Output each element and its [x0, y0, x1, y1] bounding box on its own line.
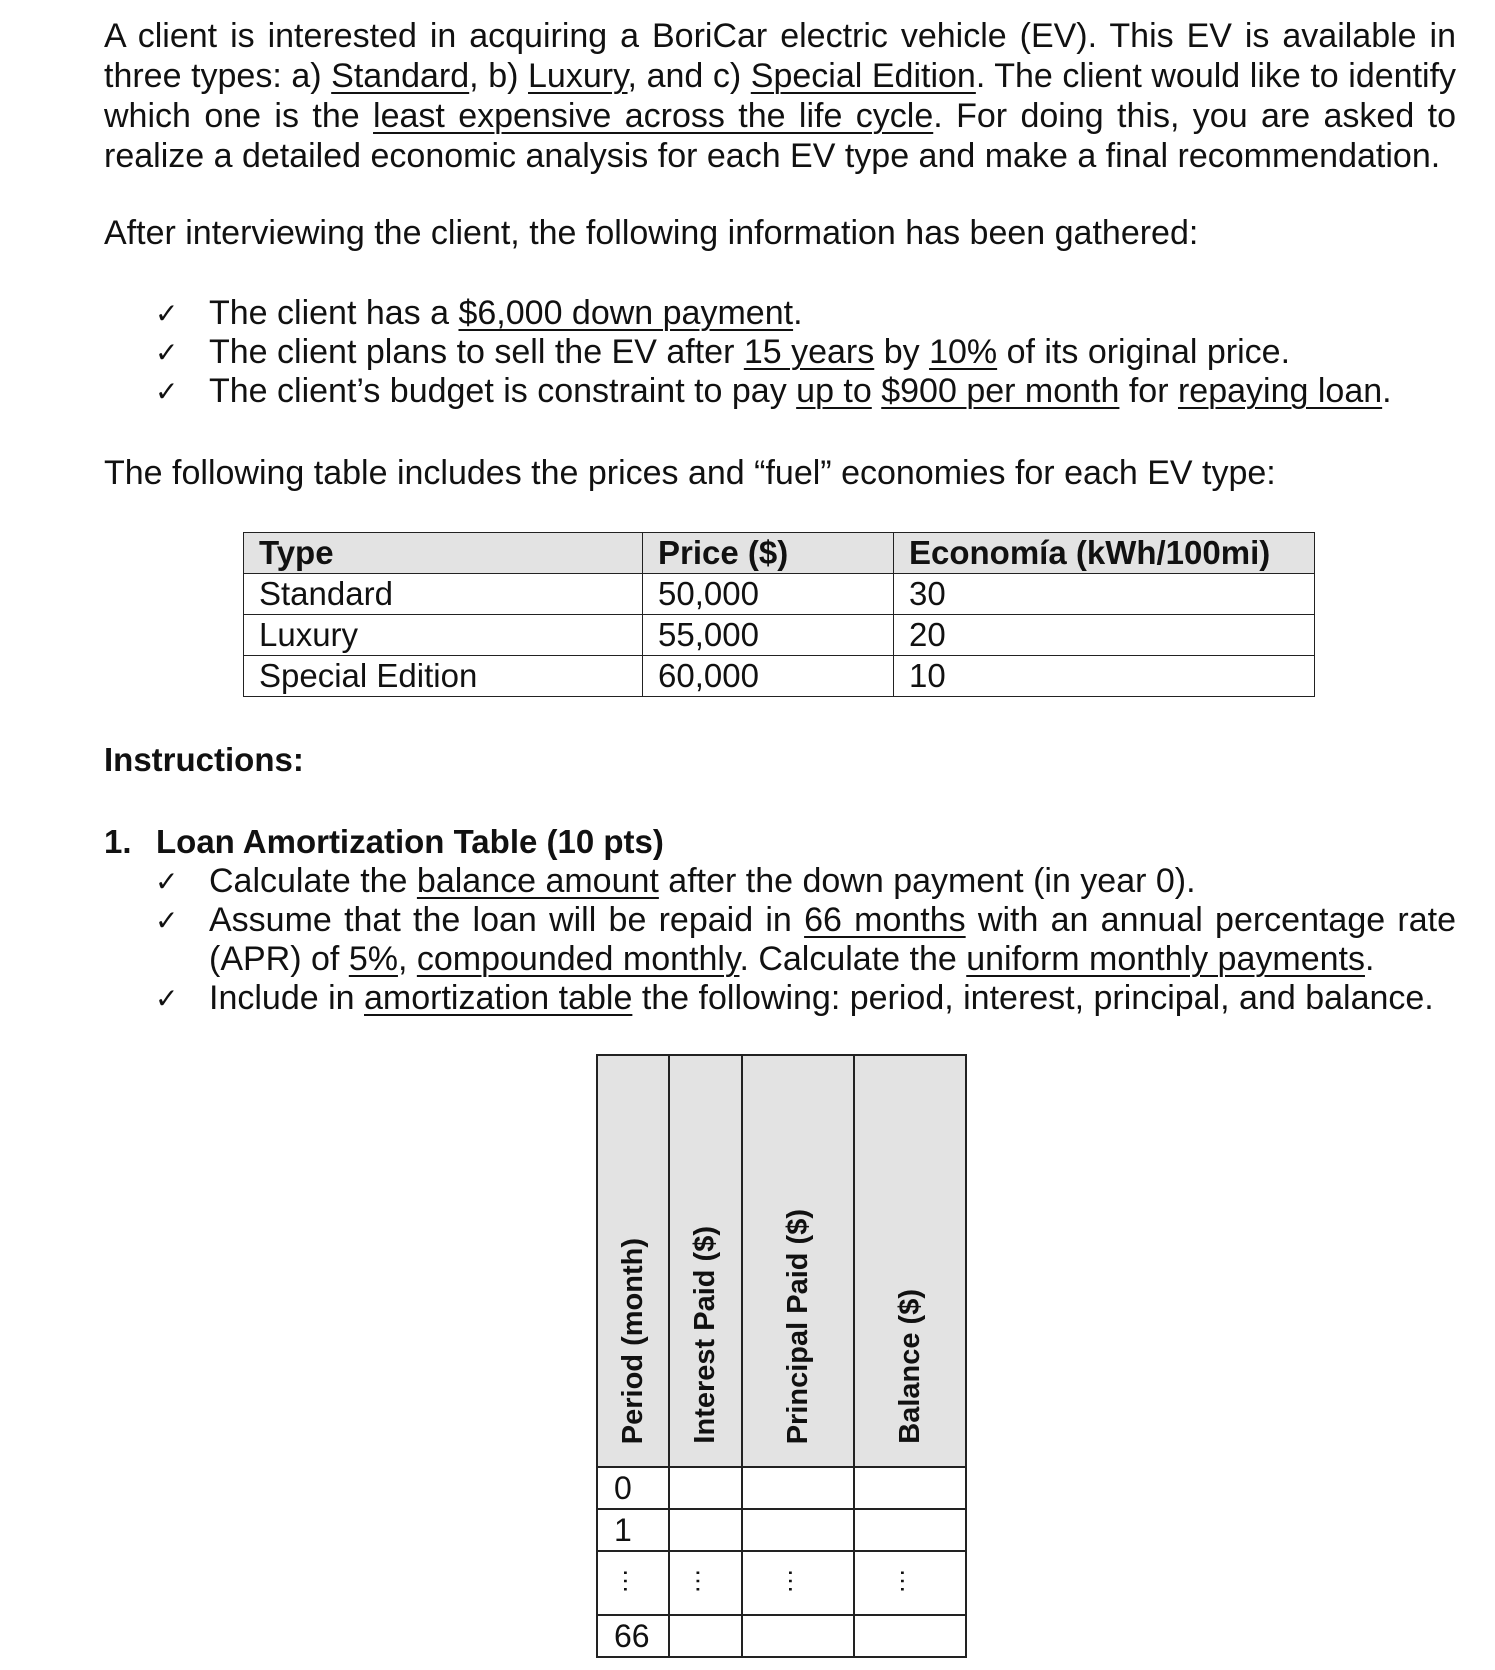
table-header-row [597, 1055, 966, 1467]
intro-paragraph [104, 16, 1456, 176]
text-span: three types: a) [104, 57, 332, 95]
header-principal: Principal Paid ($) [781, 1208, 814, 1444]
text-span: after the down payment (in year 0). [658, 862, 1196, 900]
table-intro-text: The following table includes the prices and “fuel” economies for each EV type: [104, 454, 1276, 492]
vertical-ellipsis: … [690, 1567, 721, 1594]
header-type: Type [244, 533, 643, 574]
section-number: 1. [104, 823, 132, 860]
text-span: which one is the [104, 97, 374, 135]
cell-period: 66 [597, 1615, 669, 1657]
header-cell [597, 1055, 669, 1467]
text-span: . The client would like to identify [975, 57, 1457, 95]
underlined-apr: 5% [348, 940, 398, 978]
text-span: with an annual percentage rate [965, 901, 1457, 939]
list-item [155, 333, 1392, 372]
checkmark-icon: ✓ [155, 904, 179, 937]
text-span [872, 372, 881, 410]
header-cell [854, 1055, 966, 1467]
cell-ellipsis [669, 1551, 742, 1615]
text-span: Assume that the loan will be repaid in [209, 901, 805, 939]
cell-ellipsis [597, 1551, 669, 1615]
amortization-table [596, 1054, 967, 1658]
header-cell [742, 1055, 854, 1467]
text-span: the following: period, interest, principal, and balance. [632, 979, 1434, 1017]
cell-ellipsis [854, 1551, 966, 1615]
text-line [209, 901, 1456, 940]
list-item [155, 862, 1456, 901]
underlined-uniform-payments: uniform monthly payments [966, 940, 1365, 978]
header-economy: Economía (kWh/100mi) [894, 533, 1315, 574]
checkmark-icon: ✓ [155, 336, 179, 369]
text-span: by [874, 333, 930, 371]
text-span: for [1119, 372, 1178, 410]
cell-empty [854, 1509, 966, 1551]
cell-economy: 30 [894, 574, 1315, 615]
cell-period: 1 [597, 1509, 669, 1551]
table-row [244, 615, 1315, 656]
table-header-row [244, 533, 1315, 574]
list-item [155, 372, 1392, 411]
table-row [597, 1509, 966, 1551]
table-row [244, 656, 1315, 697]
text-span: Include in [209, 979, 364, 1017]
text-span: , and c) [627, 57, 751, 95]
underlined-repaying-loan: repaying loan [1177, 372, 1383, 410]
cell-type: Standard [244, 574, 643, 615]
cell-price: 55,000 [643, 615, 894, 656]
cell-period: 0 [597, 1467, 669, 1509]
underlined-luxury: Luxury [528, 57, 628, 95]
cell-empty [669, 1509, 742, 1551]
list-item [155, 979, 1456, 1018]
underlined-special-edition: Special Edition [750, 57, 976, 95]
table-row [244, 574, 1315, 615]
cell-type: Special Edition [244, 656, 643, 697]
underlined-balance-amount: balance amount [416, 862, 659, 900]
list-item [155, 294, 1392, 333]
header-period: Period (month) [616, 1237, 649, 1444]
text-span: The client plans to sell the EV after [209, 333, 744, 371]
cell-empty [854, 1467, 966, 1509]
section-title: Loan Amortization Table (10 pts) [156, 823, 664, 860]
intro-line-2 [104, 56, 1456, 96]
text-span: Calculate the [209, 862, 417, 900]
instructions-heading: Instructions: [104, 741, 304, 778]
cell-price: 60,000 [643, 656, 894, 697]
header-price: Price ($) [643, 533, 894, 574]
header-cell [669, 1055, 742, 1467]
vertical-ellipsis: … [618, 1567, 648, 1594]
section-loan-amortization [104, 822, 1456, 1018]
cell-empty [742, 1615, 854, 1657]
loan-instructions-list [155, 862, 1456, 1018]
underlined-66-months: 66 months [804, 901, 966, 939]
text-span: of its original price. [997, 333, 1291, 371]
text-span: , b) [469, 57, 529, 95]
underlined-standard: Standard [331, 57, 470, 95]
intro-line-4: realize a detailed economic analysis for each EV type and make a final recommendation. [104, 137, 1441, 175]
vertical-ellipsis: … [895, 1567, 925, 1594]
cell-empty [742, 1509, 854, 1551]
cell-ellipsis [742, 1551, 854, 1615]
header-interest: Interest Paid ($) [689, 1226, 721, 1444]
vertical-ellipsis: … [783, 1567, 813, 1594]
text-span: . For doing this, you are asked to [933, 97, 1456, 135]
cell-empty [669, 1467, 742, 1509]
cell-empty [854, 1615, 966, 1657]
text-span: The client has a [209, 294, 459, 332]
text-span: . [1364, 940, 1375, 978]
checkmark-icon: ✓ [155, 982, 179, 1015]
table-row [597, 1467, 966, 1509]
table-row [597, 1615, 966, 1657]
underlined-down-payment: $6,000 down payment [458, 294, 794, 332]
underlined-years: 15 years [743, 333, 875, 371]
text-span: , [397, 940, 417, 978]
cell-price: 50,000 [643, 574, 894, 615]
text-line [209, 940, 1374, 978]
cell-type: Luxury [244, 615, 643, 656]
cell-economy: 10 [894, 656, 1315, 697]
underlined-amortization-table: amortization table [364, 979, 633, 1017]
text-span: . [1382, 372, 1392, 410]
text-span: . Calculate the [739, 940, 967, 978]
intro-line-3 [104, 96, 1456, 136]
header-balance: Balance ($) [893, 1289, 926, 1444]
cell-empty [742, 1467, 854, 1509]
price-table [243, 532, 1315, 697]
underlined-compounded-monthly: compounded monthly [416, 940, 740, 978]
cell-economy: 20 [894, 615, 1315, 656]
after-interview-text: After interviewing the client, the following information has been gathered: [104, 214, 1199, 252]
client-info-list [155, 294, 1392, 411]
checkmark-icon: ✓ [155, 297, 179, 330]
table-row-ellipsis [597, 1551, 966, 1615]
underlined-up-to: up to [796, 372, 872, 410]
section-heading [104, 822, 1456, 862]
text-span: The client’s budget is constraint to pay [209, 372, 797, 410]
cell-empty [669, 1615, 742, 1657]
text-span: . [793, 294, 803, 332]
underlined-least-expensive: least expensive across the life cycle [373, 97, 934, 135]
checkmark-icon: ✓ [155, 865, 179, 898]
list-item [155, 901, 1456, 979]
text-span: (APR) of [209, 940, 349, 978]
intro-line-1: A client is interested in acquiring a BoriCar electric vehicle (EV). This EV is available in [104, 17, 1456, 55]
checkmark-icon: ✓ [155, 375, 179, 408]
underlined-percent: 10% [929, 333, 998, 371]
underlined-per-month: $900 per month [881, 372, 1120, 410]
